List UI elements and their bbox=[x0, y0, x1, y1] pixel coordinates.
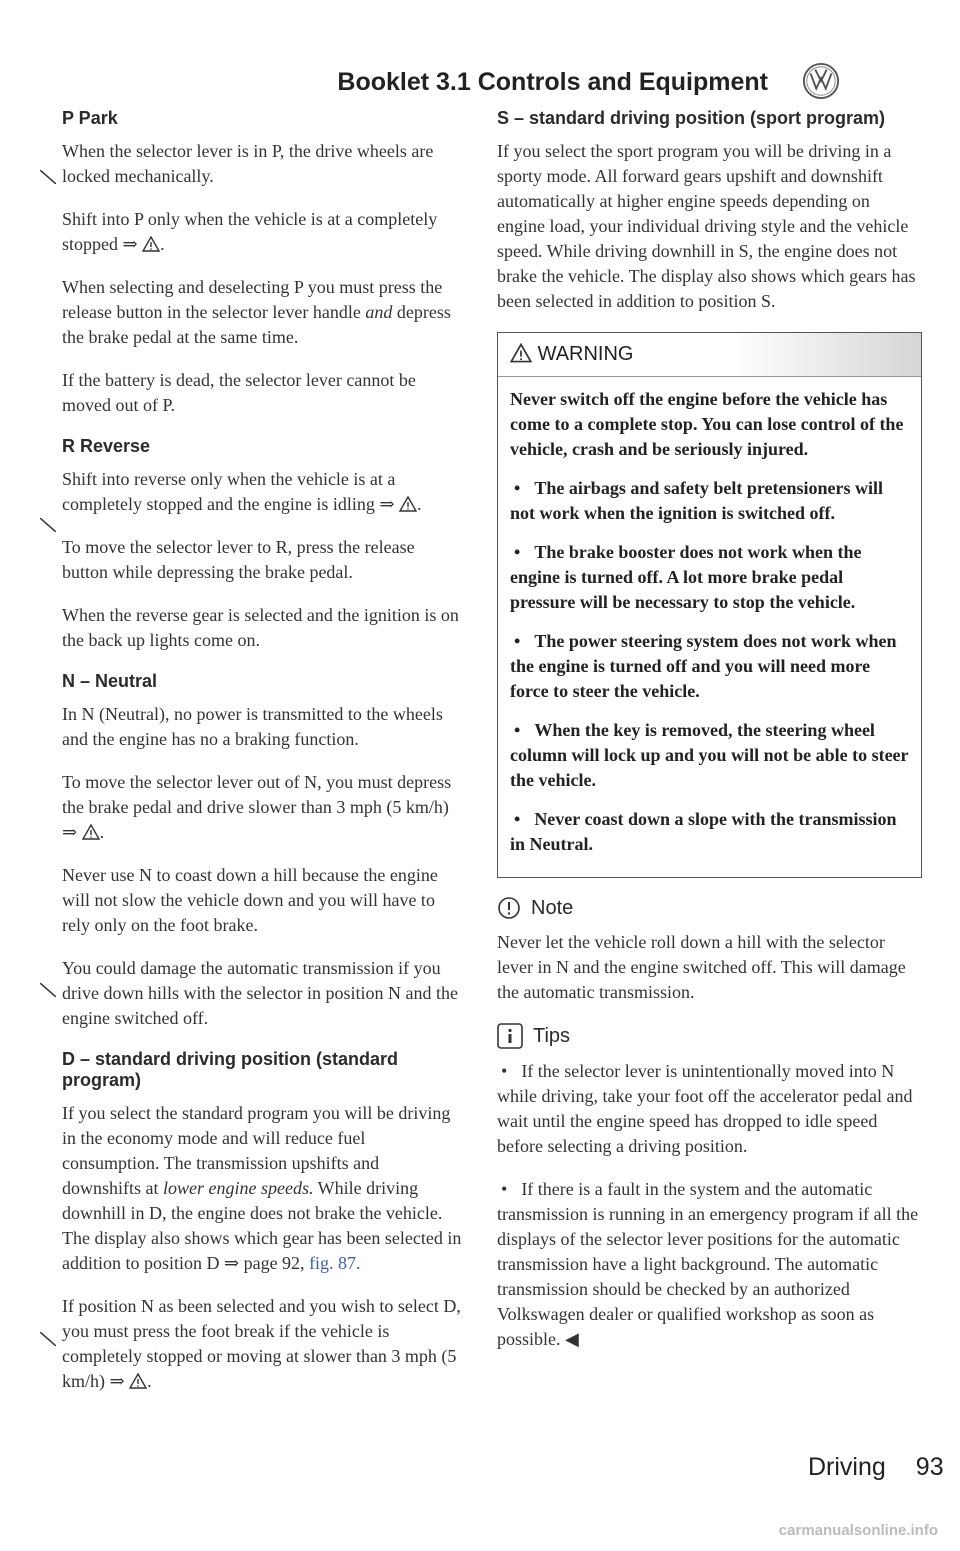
warning-bullet: • When the key is removed, the steering wheel column will lock up and you will not be able to steer the vehicle. bbox=[510, 718, 909, 793]
warning-paragraph: Never switch off the engine before the vehicle has come to a complete stop. You can lose control of the vehicle, crash and be seriously injured. bbox=[510, 389, 904, 459]
warning-bullet: • The brake booster does not work when the engine is turned off. A lot more brake pedal pressure will be necessary to stop the vehicle. bbox=[510, 540, 909, 615]
page-number: 93 bbox=[915, 1453, 944, 1481]
neutral-heading: N – Neutral bbox=[62, 671, 158, 691]
park-paragraph: If the battery is dead, the selector lever cannot be moved out of P. bbox=[62, 370, 416, 415]
warning-bullet: • The airbags and safety belt pretensioners will not work when the ignition is switched off. bbox=[510, 476, 909, 526]
neutral-paragraph: Never use N to coast down a hill because the engine will not slow the vehicle down and you will have to rely only on the foot brake. bbox=[62, 865, 438, 935]
reverse-paragraph: To move the selector lever to R, press the release button while depressing the brake pedal. bbox=[62, 537, 415, 582]
vw-logo-icon bbox=[802, 62, 840, 100]
warning-header bbox=[498, 333, 921, 377]
sport-paragraph: If you select the sport program you will be driving in a sporty mode. All forward gears upshift and downshift automatically at higher engine speeds depending on engine load, your individual driving style and the vehicle speed. While driving downhill in S, the engine does not brake the vehicle. The display also shows which gears has been selected in addition to position S. bbox=[497, 141, 916, 311]
margin-arrow-icon bbox=[40, 518, 56, 532]
warning-bullet: • Never coast down a slope with the transmission in Neutral. bbox=[510, 807, 909, 857]
drive-paragraph: If position N as been selected and you wish to select D, you must press the foot break if the vehicle is completely stopped or moving at slower than 3 mph (5 km/h) ⇒ . bbox=[62, 1296, 461, 1391]
park-paragraph: Shift into P only when the vehicle is at a completely stopped ⇒ . bbox=[62, 209, 438, 254]
park-heading: P Park bbox=[62, 108, 118, 128]
footer-section: Driving bbox=[808, 1453, 886, 1481]
warning-triangle-icon bbox=[82, 824, 100, 840]
warning-triangle-icon bbox=[129, 1373, 147, 1389]
watermark: carmanualsonline.info bbox=[778, 1522, 938, 1539]
left-column bbox=[62, 108, 462, 1412]
note-exclamation-icon bbox=[497, 896, 521, 920]
right-column bbox=[497, 108, 922, 1370]
tips-header bbox=[497, 1023, 922, 1049]
margin-arrow-icon bbox=[40, 1332, 56, 1346]
warning-label: WARNING bbox=[537, 343, 634, 365]
tips-bullet: • If the selector lever is unintentionally moved into N while driving, take your foot off the accelerator pedal and wait until the engine speed has dropped to idle speed before selecting a driving position. bbox=[497, 1059, 922, 1159]
reverse-paragraph: Shift into reverse only when the vehicle is at a completely stopped and the engine is idling ⇒ . bbox=[62, 469, 422, 514]
drive-heading: D – standard driving position (standard program) bbox=[62, 1049, 399, 1090]
warning-bullet: • The power steering system does not work when the engine is turned off and you will need more force to steer the vehicle. bbox=[510, 629, 909, 704]
margin-arrow-icon bbox=[40, 983, 56, 997]
note-header bbox=[497, 896, 922, 920]
page-header bbox=[0, 62, 900, 102]
warning-body bbox=[498, 377, 921, 877]
warning-box bbox=[497, 332, 922, 878]
warning-triangle-icon bbox=[142, 236, 160, 252]
note-paragraph: Never let the vehicle roll down a hill with the selector lever in N and the engine switched off. This will damage the automatic transmission. bbox=[497, 932, 906, 1002]
header-title: Booklet 3.1 Controls and Equipment bbox=[337, 68, 768, 96]
margin-arrow-icon bbox=[40, 170, 56, 184]
neutral-paragraph: You could damage the automatic transmission if you drive down hills with the selector in position N and the engine switched off. bbox=[62, 958, 458, 1028]
page-footer bbox=[808, 1453, 944, 1482]
sport-heading: S – standard driving position (sport program) bbox=[497, 108, 886, 128]
neutral-paragraph: To move the selector lever out of N, you must depress the brake pedal and drive slower than 3 mph (5 km/h) ⇒ . bbox=[62, 772, 452, 842]
park-paragraph: When selecting and deselecting P you must press the release button in the selector lever handle and depress the brake pedal at the same time. bbox=[62, 277, 451, 347]
tips-bullet: • If there is a fault in the system and the automatic transmission is running in an emergency program if all the displays of the selector lever positions for the automatic transmission have a light background. The automatic transmission should be checked by an authorized Volkswagen dealer or qualified workshop as soon as possible. ◀ bbox=[497, 1177, 922, 1352]
reverse-paragraph: When the reverse gear is selected and the ignition is on the back up lights come on. bbox=[62, 605, 459, 650]
drive-paragraph: If you select the standard program you will be driving in the economy mode and will reduce fuel consumption. The transmission upshifts and downshifts at lower engine speeds. While driving downhill in D, the engine does not brake the vehicle. The display also shows which gear has been selected in addition to position D ⇒ page 92, fig. 87. bbox=[62, 1103, 462, 1273]
tips-info-icon bbox=[497, 1023, 523, 1049]
warning-triangle-icon bbox=[510, 343, 532, 363]
figure-reference-link[interactable]: fig. 87. bbox=[309, 1253, 361, 1273]
note-label: Note bbox=[531, 896, 574, 919]
tips-label: Tips bbox=[533, 1024, 571, 1047]
warning-triangle-icon bbox=[399, 496, 417, 512]
park-paragraph: When the selector lever is in P, the drive wheels are locked mechanically. bbox=[62, 141, 434, 186]
neutral-paragraph: In N (Neutral), no power is transmitted to the wheels and the engine has no a braking function. bbox=[62, 704, 443, 749]
reverse-heading: R Reverse bbox=[62, 436, 151, 456]
